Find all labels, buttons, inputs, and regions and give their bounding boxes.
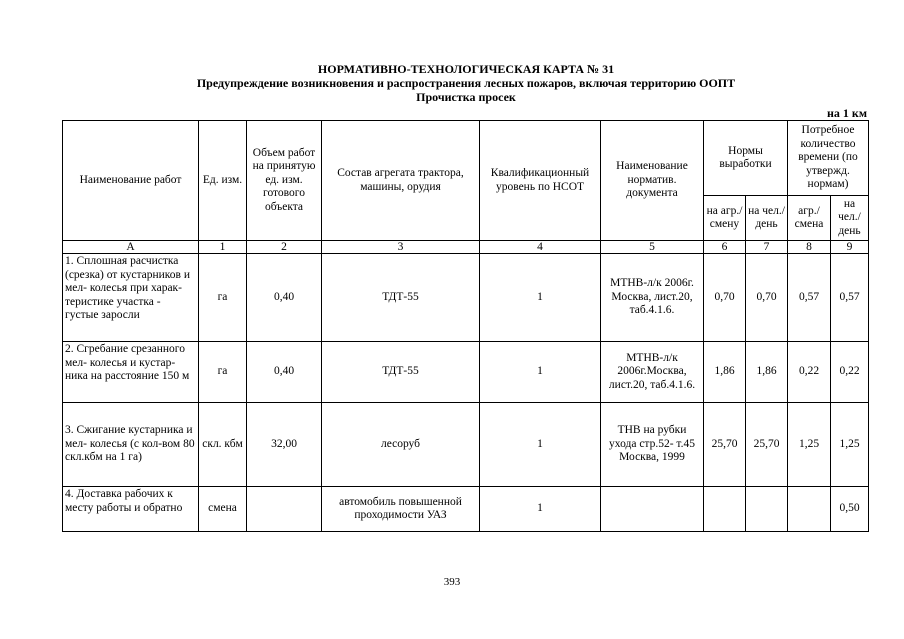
cell-output-person: 1,86 [746, 342, 788, 403]
cell-time-person: 0,22 [831, 342, 869, 403]
cell-composition: автомобиль повышенной проходимости УАЗ [322, 487, 480, 532]
cell-volume: 32,00 [247, 403, 322, 487]
cell-composition: лесоруб [322, 403, 480, 487]
table-row [63, 403, 869, 487]
page-number: 393 [443, 576, 461, 588]
column-index: 6 [704, 241, 746, 254]
header-qualification: Квалификационный уровень по НСОТ [480, 121, 601, 241]
column-index: А [63, 241, 199, 254]
cell-output-unit: 1,86 [704, 342, 746, 403]
header-output-per-person: на чел./ день [746, 196, 788, 241]
table-row [63, 342, 869, 403]
header-time-required: Потребное количество времени (по утвержд. нормам) [788, 121, 869, 196]
column-index-row [63, 241, 869, 254]
cell-output-person [746, 487, 788, 532]
cell-volume: 0,40 [247, 342, 322, 403]
cell-composition: ТДТ-55 [322, 254, 480, 342]
header-composition: Состав агрегата трактора, машины, орудия [322, 121, 480, 241]
column-index: 4 [480, 241, 601, 254]
cell-time-unit: 1,25 [788, 403, 831, 487]
unit-note: на 1 км [826, 106, 867, 120]
header-output-per-unit: на агр./ смену [704, 196, 746, 241]
column-index: 5 [601, 241, 704, 254]
cell-time-unit: 0,57 [788, 254, 831, 342]
cell-qualification: 1 [480, 403, 601, 487]
cell-unit: смена [199, 487, 247, 532]
header-document: Наименование норматив. документа [601, 121, 704, 241]
header-output-norms: Нормы выработки [704, 121, 788, 196]
header-volume: Объем работ на принятую ед. изм. готового объекта [247, 121, 322, 241]
cell-time-person: 0,50 [831, 487, 869, 532]
cell-time-person: 1,25 [831, 403, 869, 487]
header-row-main [63, 121, 869, 196]
cell-unit: скл. кбм [199, 403, 247, 487]
cell-volume: 0,40 [247, 254, 322, 342]
cell-work: 1. Сплошная расчистка (срезка) от кустарников и мел- колесья при харак- теристике участка - густые заросли [63, 254, 199, 342]
cell-output-unit: 0,70 [704, 254, 746, 342]
document-title: НОРМАТИВНО-ТЕХНОЛОГИЧЕСКАЯ КАРТА № 31 [317, 62, 615, 76]
cell-document [601, 487, 704, 532]
cell-qualification: 1 [480, 254, 601, 342]
header-unit: Ед. изм. [199, 121, 247, 241]
norms-table [62, 120, 869, 532]
cell-time-unit [788, 487, 831, 532]
cell-output-person: 25,70 [746, 403, 788, 487]
cell-document: МТНВ-л/к 2006г. Москва, лист.20, таб.4.1.6. [601, 254, 704, 342]
column-index: 7 [746, 241, 788, 254]
cell-output-unit [704, 487, 746, 532]
document-subtitle: Предупреждение возникновения и распространения лесных пожаров, включая территорию ООПТ [196, 76, 736, 90]
cell-output-person: 0,70 [746, 254, 788, 342]
header-time-per-unit: агр./ смена [788, 196, 831, 241]
header-work-name: Наименование работ [63, 121, 199, 241]
cell-document: ТНВ на рубки ухода стр.52- т.45 Москва, 1999 [601, 403, 704, 487]
cell-qualification: 1 [480, 487, 601, 532]
column-index: 9 [831, 241, 869, 254]
table-row [63, 254, 869, 342]
section-title: Прочистка просек [416, 90, 516, 104]
cell-document: МТНВ-л/к 2006г.Москва, лист.20, таб.4.1.6. [601, 342, 704, 403]
cell-composition: ТДТ-55 [322, 342, 480, 403]
header-time-per-person: на чел./ день [831, 196, 869, 241]
cell-work: 4. Доставка рабочих к месту работы и обратно [63, 487, 199, 532]
column-index: 2 [247, 241, 322, 254]
column-index: 8 [788, 241, 831, 254]
cell-qualification: 1 [480, 342, 601, 403]
cell-work: 3. Сжигание кустарника и мел- колесья (с кол-вом 80 скл.кбм на 1 га) [63, 403, 199, 487]
cell-work: 2. Сгребание срезанного мел- колесья и кустар-ника на расстояние 150 м [63, 342, 199, 403]
cell-volume [247, 487, 322, 532]
cell-output-unit: 25,70 [704, 403, 746, 487]
table-row [63, 487, 869, 532]
cell-time-unit: 0,22 [788, 342, 831, 403]
column-index: 3 [322, 241, 480, 254]
title-block [60, 62, 872, 104]
cell-time-person: 0,57 [831, 254, 869, 342]
column-index: 1 [199, 241, 247, 254]
cell-unit: га [199, 254, 247, 342]
cell-unit: га [199, 342, 247, 403]
